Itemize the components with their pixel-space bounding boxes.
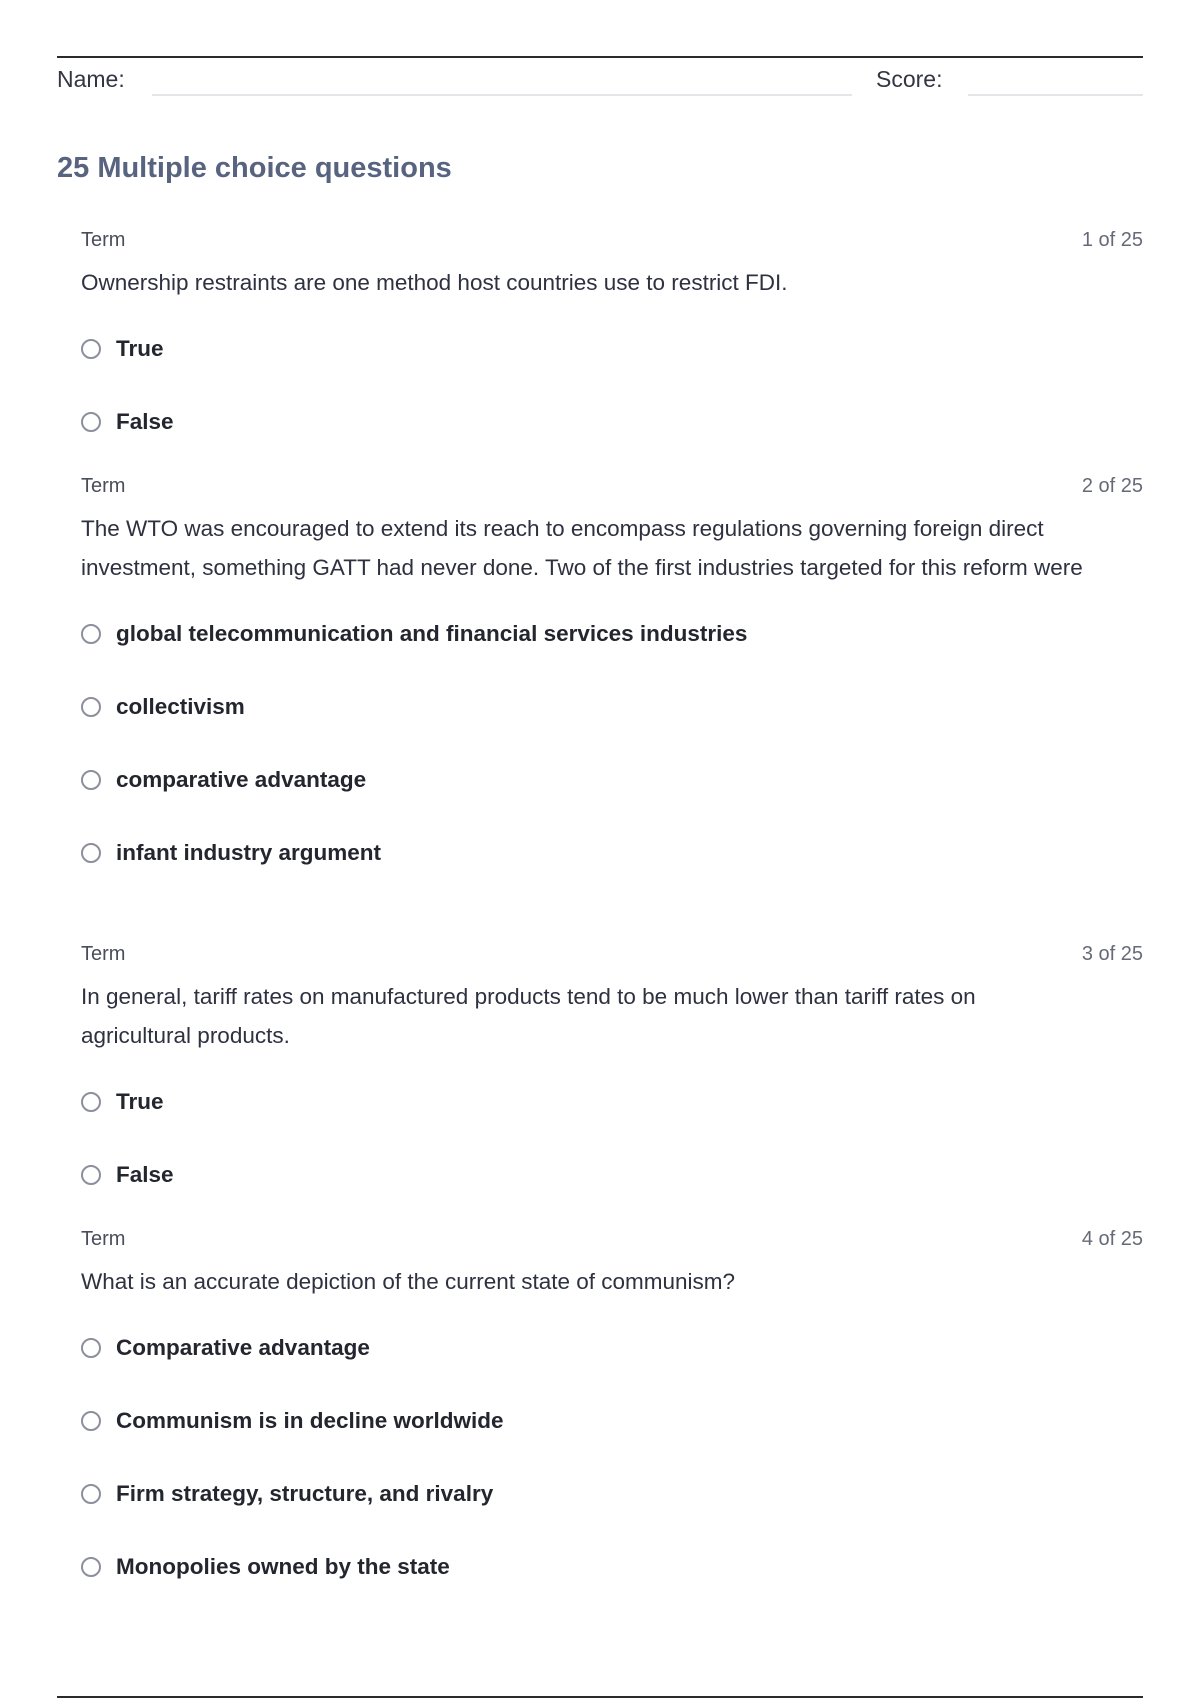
question-card	[81, 941, 1143, 1211]
question-prompt: Ownership restraints are one method host countries use to restrict FDI.	[81, 270, 788, 295]
answer-option[interactable]	[81, 743, 1143, 816]
section-title: 25 Multiple choice questions	[57, 152, 452, 184]
name-field[interactable]	[152, 94, 852, 96]
radio-button-icon[interactable]	[81, 843, 101, 863]
question-card	[81, 227, 1143, 458]
option-label: collectivism	[116, 693, 245, 719]
answer-option[interactable]	[81, 597, 1143, 670]
answer-option[interactable]	[81, 1530, 1143, 1603]
question-prompt: What is an accurate depiction of the current state of communism?	[81, 1269, 736, 1294]
option-label: infant industry argument	[116, 839, 382, 865]
answer-option[interactable]	[81, 816, 1143, 889]
answer-option[interactable]	[81, 1065, 1143, 1138]
score-field[interactable]	[968, 94, 1143, 96]
name-label: Name:	[57, 66, 125, 92]
radio-button-icon[interactable]	[81, 1092, 101, 1112]
radio-button-icon[interactable]	[81, 339, 101, 359]
option-label: Comparative advantage	[116, 1334, 370, 1360]
question-meta	[81, 227, 1143, 253]
option-label: global telecommunication and financial services industries	[116, 620, 748, 646]
radio-button-icon[interactable]	[81, 1484, 101, 1504]
term-label: Term	[81, 1228, 126, 1250]
question-index: 2 of 25	[1081, 475, 1143, 497]
answer-options	[81, 312, 1143, 458]
answer-option[interactable]	[81, 1457, 1143, 1530]
answer-options	[81, 1311, 1143, 1603]
radio-button-icon[interactable]	[81, 1557, 101, 1577]
option-label: False	[116, 1161, 174, 1187]
option-label: True	[116, 335, 164, 361]
term-label: Term	[81, 475, 126, 497]
answer-option[interactable]	[81, 1384, 1143, 1457]
term-label: Term	[81, 943, 126, 965]
answer-options	[81, 1065, 1143, 1211]
question-prompt: In general, tariff rates on manufactured products tend to be much lower than tariff rates on agricultural products.	[81, 984, 976, 1048]
answer-option[interactable]	[81, 312, 1143, 385]
option-label: True	[116, 1088, 164, 1114]
radio-button-icon[interactable]	[81, 412, 101, 432]
option-label: Firm strategy, structure, and rivalry	[116, 1480, 494, 1506]
radio-button-icon[interactable]	[81, 1165, 101, 1185]
question-meta	[81, 473, 1143, 499]
answer-option[interactable]	[81, 385, 1143, 458]
term-label: Term	[81, 229, 126, 251]
answer-option[interactable]	[81, 1311, 1143, 1384]
score-label: Score:	[876, 66, 943, 92]
bottom-divider	[57, 1696, 1143, 1698]
question-card	[81, 473, 1143, 889]
question-meta	[81, 941, 1143, 967]
top-divider	[57, 56, 1143, 58]
question-prompt: The WTO was encouraged to extend its reach to encompass regulations governing foreign direct investment, something GATT had never done. Two of the first industries targeted for this reform were	[81, 516, 1083, 580]
question-card	[81, 1226, 1143, 1603]
question-index: 4 of 25	[1081, 1228, 1143, 1250]
answer-options	[81, 597, 1143, 889]
question-index: 3 of 25	[1081, 943, 1143, 965]
radio-button-icon[interactable]	[81, 1411, 101, 1431]
radio-button-icon[interactable]	[81, 770, 101, 790]
answer-option[interactable]	[81, 670, 1143, 743]
option-label: Communism is in decline worldwide	[116, 1407, 504, 1433]
option-label: False	[116, 408, 174, 434]
radio-button-icon[interactable]	[81, 624, 101, 644]
question-meta	[81, 1226, 1143, 1252]
worksheet-header	[57, 62, 1143, 98]
question-index: 1 of 25	[1081, 229, 1143, 251]
radio-button-icon[interactable]	[81, 1338, 101, 1358]
radio-button-icon[interactable]	[81, 697, 101, 717]
answer-option[interactable]	[81, 1138, 1143, 1211]
option-label: Monopolies owned by the state	[116, 1553, 450, 1579]
option-label: comparative advantage	[116, 766, 367, 792]
